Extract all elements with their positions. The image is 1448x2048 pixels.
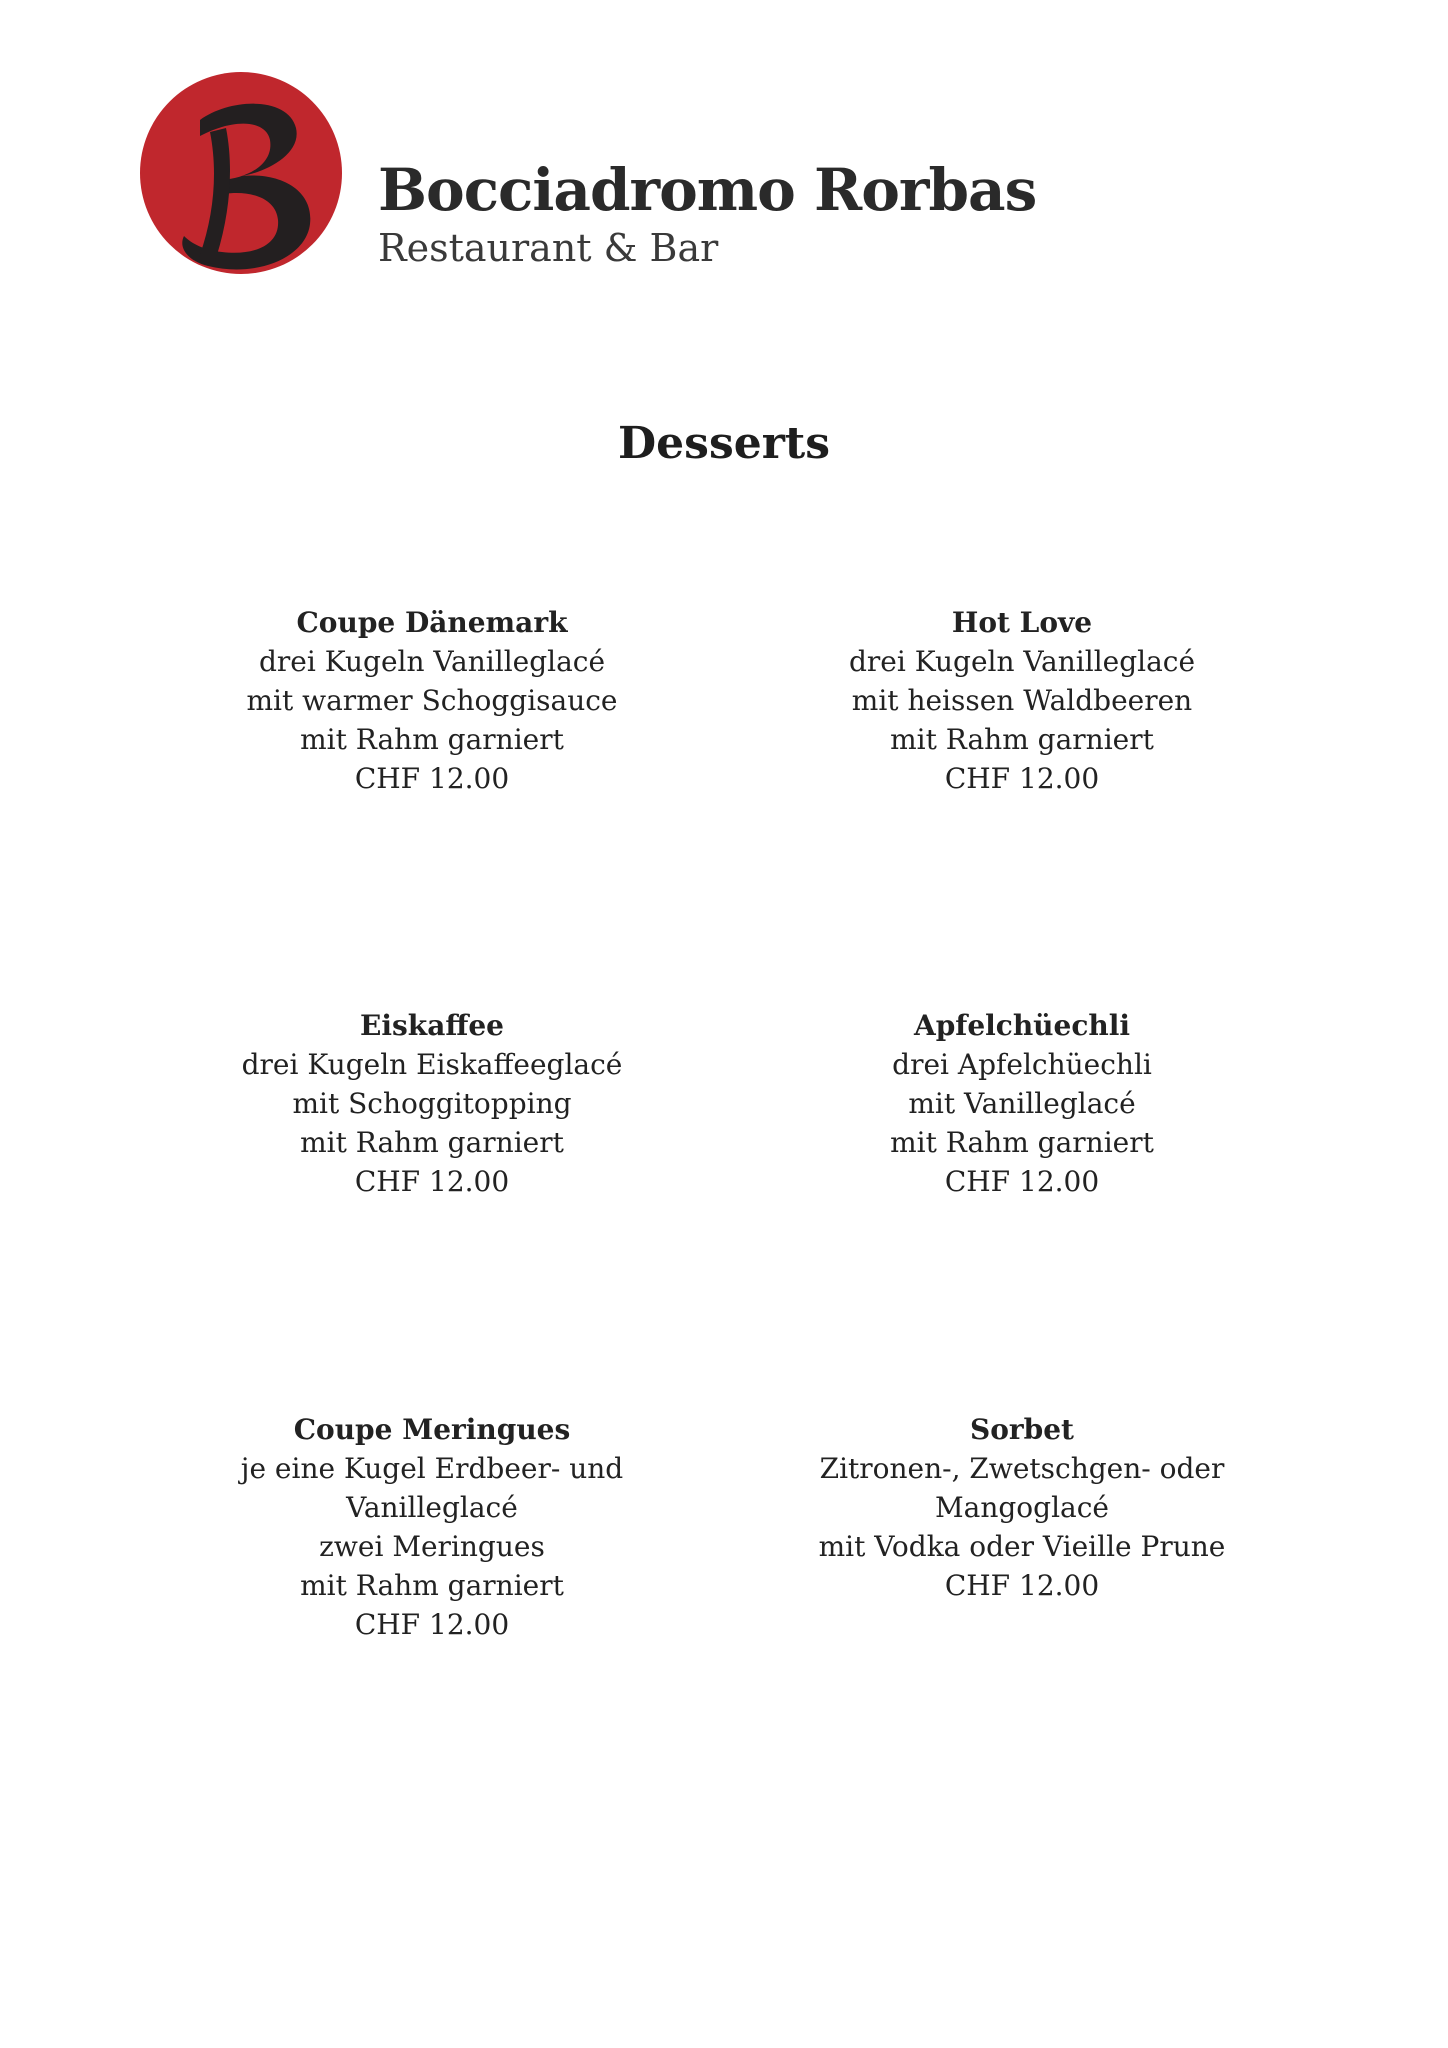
header bbox=[138, 68, 1138, 288]
dessert-description-line: drei Apfelchüechli bbox=[892, 1048, 1152, 1081]
page-title: Desserts bbox=[618, 418, 830, 469]
dessert-description-line: mit Rahm garniert bbox=[300, 1569, 564, 1602]
dessert-description-line: mit Schoggitopping bbox=[292, 1087, 572, 1120]
dessert-price: CHF 12.00 bbox=[354, 1165, 510, 1198]
dessert-description-line: mit Rahm garniert bbox=[890, 1126, 1154, 1159]
dessert-name: Hot Love bbox=[951, 606, 1093, 639]
dessert-price: CHF 12.00 bbox=[944, 1569, 1100, 1602]
brand-name: Bocciadromo Rorbas bbox=[378, 156, 1037, 224]
dessert-description-line: mit Vanilleglacé bbox=[908, 1087, 1136, 1120]
brand-subtitle: Restaurant & Bar bbox=[378, 226, 719, 270]
dessert-price: CHF 12.00 bbox=[354, 762, 510, 795]
dessert-item-hot-love bbox=[742, 603, 1302, 798]
dessert-price: CHF 12.00 bbox=[944, 762, 1100, 795]
dessert-description-line: drei Kugeln Eiskaffeeglacé bbox=[241, 1048, 623, 1081]
dessert-price: CHF 12.00 bbox=[944, 1165, 1100, 1198]
dessert-description-line: mit Rahm garniert bbox=[890, 723, 1154, 756]
dessert-description-line: mit heissen Waldbeeren bbox=[851, 684, 1193, 717]
b-monogram-logo-icon bbox=[138, 68, 344, 278]
dessert-item-eiskaffee bbox=[152, 1006, 712, 1201]
dessert-description-line: zwei Meringues bbox=[319, 1530, 545, 1563]
dessert-description-line: mit Rahm garniert bbox=[300, 1126, 564, 1159]
dessert-description-line: Mangoglacé bbox=[934, 1491, 1109, 1524]
dessert-name: Sorbet bbox=[970, 1413, 1074, 1446]
dessert-item-coupe-meringues bbox=[152, 1410, 712, 1644]
dessert-item-sorbet bbox=[742, 1410, 1302, 1605]
dessert-description-line: mit Rahm garniert bbox=[300, 723, 564, 756]
dessert-name: Apfelchüechli bbox=[913, 1009, 1131, 1042]
dessert-item-coupe-daenemark bbox=[152, 603, 712, 798]
dessert-description-line: drei Kugeln Vanilleglacé bbox=[848, 645, 1196, 678]
dessert-description-line: Vanilleglacé bbox=[346, 1491, 518, 1524]
dessert-price: CHF 12.00 bbox=[354, 1608, 510, 1641]
dessert-description-line: je eine Kugel Erdbeer- und bbox=[240, 1452, 624, 1485]
dessert-description-line: Zitronen-, Zwetschgen- oder bbox=[819, 1452, 1225, 1485]
dessert-name: Coupe Meringues bbox=[293, 1413, 571, 1446]
dessert-description-line: mit warmer Schoggisauce bbox=[246, 684, 618, 717]
dessert-item-apfelchuechli bbox=[742, 1006, 1302, 1201]
dessert-description-line: drei Kugeln Vanilleglacé bbox=[258, 645, 606, 678]
dessert-name: Coupe Dänemark bbox=[296, 606, 568, 639]
dessert-name: Eiskaffee bbox=[360, 1009, 504, 1042]
dessert-description-line: mit Vodka oder Vieille Prune bbox=[818, 1530, 1226, 1563]
